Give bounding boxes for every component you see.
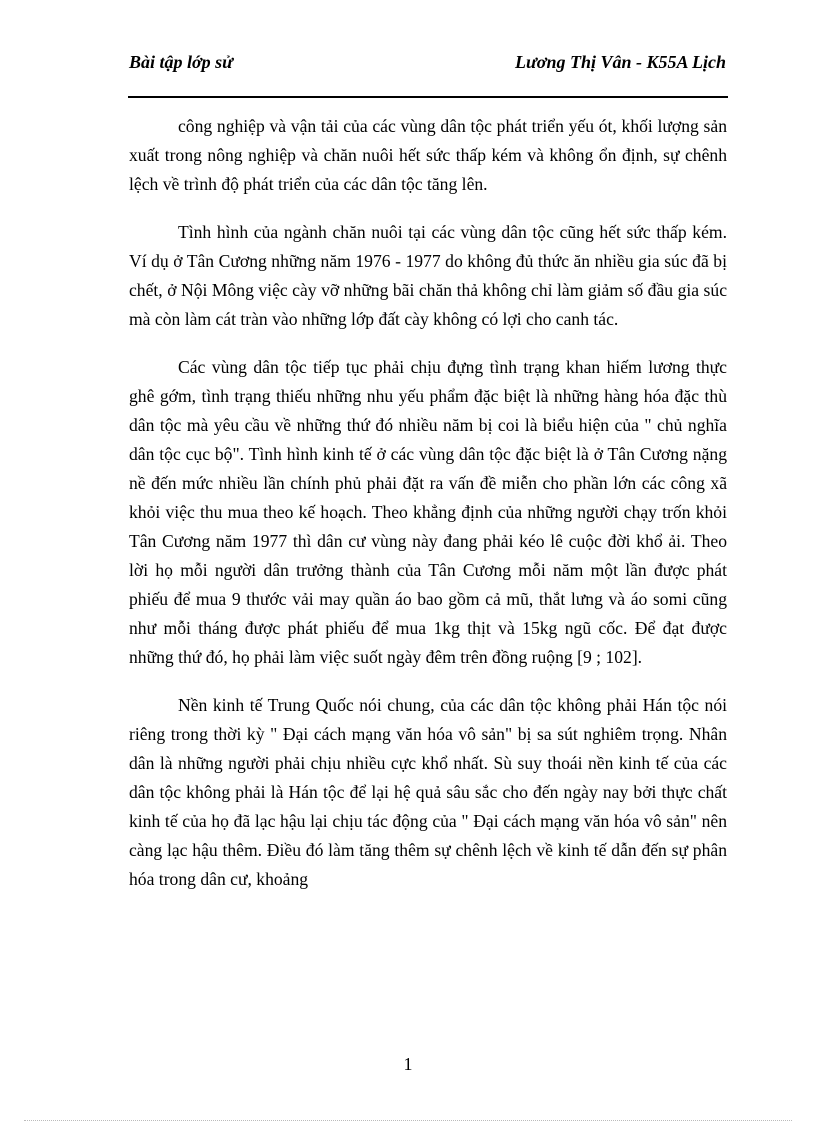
header-author: Lương Thị Vân - K55A Lịch xyxy=(515,52,726,72)
page-bottom-edge xyxy=(24,1120,792,1121)
paragraph: Nền kinh tế Trung Quốc nói chung, của các dân tộc không phải Hán tộc nói riêng trong thời kỳ " Đại cách mạng văn hóa vô sản" bị sa sút nghiêm trọng. Nhân dân là những người phải chịu nhiều cực khổ nhất. Sù suy thoái nền kinh tế của các dân tộc không phải là Hán tộc để lại hệ quả sâu sắc cho đến ngày nay bởi thực chất kinh tế của họ đã lạc hậu lại chịu tác động của " Đại cách mạng văn hóa vô sản" nên càng lạc hậu thêm. Điều đó làm tăng thêm sự chênh lệch về kinh tế dẫn đến sự phân hóa trong dân cư, khoảng xyxy=(129,695,727,889)
paragraph: Tình hình của ngành chăn nuôi tại các vùng dân tộc cũng hết sức thấp kém. Ví dụ ở Tân Cương những năm 1976 - 1977 do không đủ thức ăn nhiều gia súc đã bị chết, ở Nội Mông việc cày vỡ những bãi chăn thả không chỉ làm giảm số đầu gia súc mà còn làm cát tràn vào những lớp đất cày không có lợi cho canh tác. xyxy=(129,222,727,329)
paragraph: công nghiệp và vận tải của các vùng dân tộc phát triển yếu ót, khối lượng sản xuất trong nông nghiệp và chăn nuôi hết sức thấp kém và không ổn định, sự chênh lệch về trình độ phát triển của các dân tộc tăng lên. xyxy=(129,116,727,194)
header-divider xyxy=(128,96,728,98)
document-body xyxy=(129,112,727,913)
header-course-title: Bài tập lớp sử xyxy=(129,52,233,72)
page-number: 1 xyxy=(403,1054,413,1074)
paragraph: Các vùng dân tộc tiếp tục phải chịu đựng tình trạng khan hiếm lương thực ghê gớm, tình trạng thiếu những nhu yếu phẩm đặc biệt là những hàng hóa đặc thù dân tộc mà yêu cầu về những thứ đó nhiều năm bị coi là biểu hiện của " chủ nghĩa dân tộc cục bộ". Tình hình kinh tế ở các vùng dân tộc đặc biệt là ở Tân Cương nặng nề đến mức nhiều lần chính phủ phải đặt ra vấn đề miễn cho phần lớn các công xã khỏi việc thu mua theo kế hoạch. Theo khẳng định của những người chạy trốn khỏi Tân Cương năm 1977 thì dân cư vùng này đang phải kéo lê cuộc đời khổ ải. Theo lời họ mỗi người dân trưởng thành của Tân Cương mỗi năm một lần được phát phiếu để mua 9 thước vải may quần áo bao gồm cả mũ, thắt lưng và áo somi cũng như mỗi tháng được phát phiếu để mua 1kg thịt và 15kg ngũ cốc. Để đạt được những thứ đó, họ phải làm việc suốt ngày đêm trên đồng ruộng [9 ; 102]. xyxy=(129,357,727,667)
